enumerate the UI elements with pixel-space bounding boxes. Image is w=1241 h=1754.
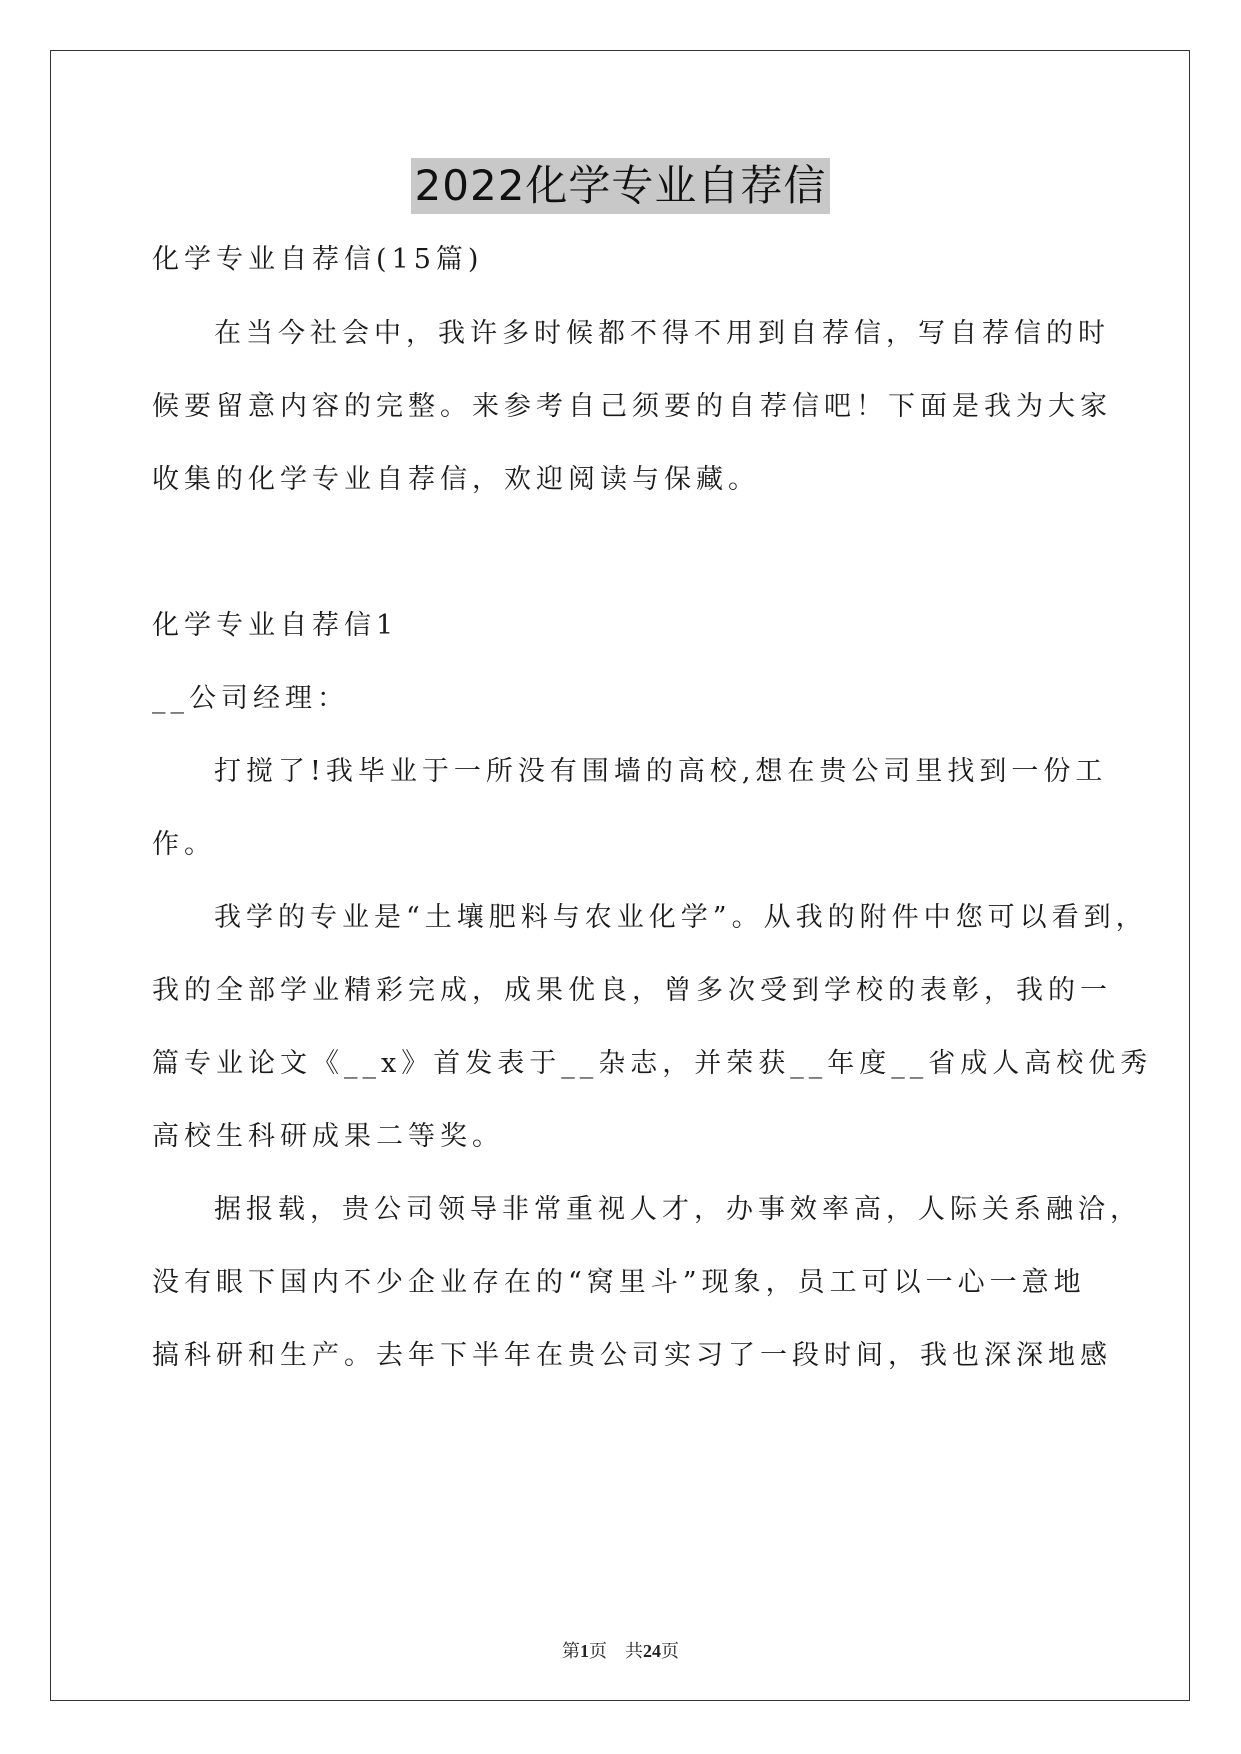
body-line-1: 打搅了!我毕业于一所没有围墙的高校,想在贵公司里找到一份工	[214, 756, 1108, 787]
footer-prefix: 第	[562, 1641, 580, 1661]
body-line-5: 篇专业论文《__x》首发表于__杂志，并荣获__年度__省成人高校优秀	[152, 1048, 1153, 1079]
footer-page-number: 1	[580, 1641, 589, 1661]
page-border	[50, 50, 1190, 1701]
footer-mid: 页 共	[589, 1641, 643, 1661]
section-heading: 化学专业自荐信1	[152, 610, 399, 641]
intro-line-3: 收集的化学专业自荐信，欢迎阅读与保藏。	[152, 464, 760, 495]
subtitle: 化学专业自荐信(15篇)	[152, 244, 484, 275]
intro-line-2: 候要留意内容的完整。来参考自己须要的自荐信吧！下面是我为大家	[152, 391, 1112, 422]
body-line-9: 搞科研和生产。去年下半年在贵公司实习了一段时间，我也深深地感	[152, 1340, 1112, 1371]
footer-suffix: 页	[661, 1641, 679, 1661]
body-line-3: 我学的专业是“土壤肥料与农业化学”。从我的附件中您可以看到，	[214, 902, 1148, 933]
body-line-4: 我的全部学业精彩完成，成果优良，曾多次受到学校的表彰，我的一	[152, 975, 1112, 1006]
document-title: 2022化学专业自荐信	[411, 158, 831, 214]
footer-page-total: 24	[643, 1641, 661, 1661]
salutation: __公司经理：	[152, 683, 349, 714]
title-container	[0, 158, 1241, 214]
body-line-7: 据报载，贵公司领导非常重视人才，办事效率高，人际关系融洽，	[214, 1194, 1142, 1225]
body-line-6: 高校生科研成果二等奖。	[152, 1121, 504, 1152]
body-line-2: 作。	[152, 829, 216, 860]
body-line-8: 没有眼下国内不少企业存在的“窝里斗”现象，员工可以一心一意地	[152, 1267, 1086, 1298]
intro-line-1: 在当今社会中，我许多时候都不得不用到自荐信，写自荐信的时	[214, 318, 1110, 349]
page-footer	[0, 1637, 1241, 1663]
